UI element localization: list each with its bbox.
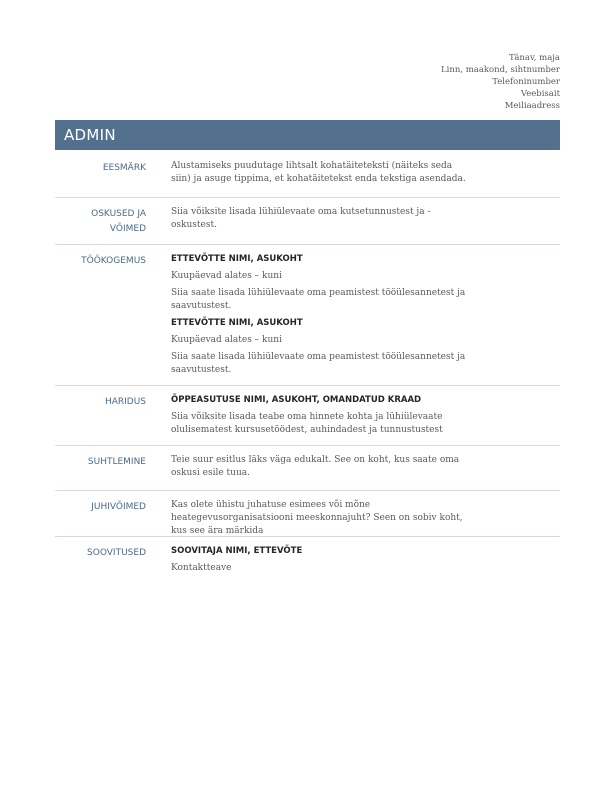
contact-email: Meiliaadress xyxy=(504,101,560,111)
experience-entry-1-title: ETTEVÕTTE NIMI, ASUKOHT xyxy=(171,254,303,264)
section-communication xyxy=(55,446,560,491)
education-text: Siia võiksite lisada teabe oma hinnete kohta ja lühiülevaate olulisematest kursusetöödest, auhindadest ja tunnustustest xyxy=(171,412,443,435)
section-skills xyxy=(55,198,560,245)
experience-entry-2-description: Siia saate lisada lühiülevaate oma peamistest tööülesannetest ja saavutustest. xyxy=(171,352,466,375)
section-leadership xyxy=(55,491,560,537)
section-body-experience xyxy=(171,253,471,375)
section-body-leadership xyxy=(171,499,471,536)
contact-city: Linn, maakond, sihtnumber xyxy=(440,65,560,75)
name-header: ADMIN xyxy=(55,120,560,150)
education-title: ÕPPEASUTUSE NIMI, ASUKOHT, OMANDATUD KRAAD xyxy=(171,395,422,405)
contact-street: Tänav, maja xyxy=(508,53,560,63)
section-experience xyxy=(55,245,560,386)
section-label-references: SOOVITUSED xyxy=(87,548,146,558)
section-body-references xyxy=(171,545,471,571)
section-label-experience: TÖÖKOGEMUS xyxy=(81,256,146,266)
objective-text: Alustamiseks puudutage lihtsalt kohatäiteteksti (näiteks seda siin) ja asuge tippima, et kohatäitetekst enda tekstiga asendada. xyxy=(171,161,466,184)
section-label-communication: SUHTLEMINE xyxy=(87,457,146,467)
contact-phone: Telefoninumber xyxy=(492,77,560,87)
section-label-skills: OSKUSED JA VÕIMED xyxy=(91,209,146,234)
experience-entry-1-dates: Kuupäevad alates – kuni xyxy=(171,271,282,281)
section-label-leadership: JUHIVÕIMED xyxy=(91,502,146,512)
section-education xyxy=(55,386,560,446)
experience-entry-1-description: Siia saate lisada lühiülevaate oma peamistest tööülesannetest ja saavutustest. xyxy=(171,288,466,311)
leadership-text: Kas olete ühistu juhatuse esimees või mõne heategevusorganisatsiooni meeskonnajuht? Seen on sobiv koht, kus see ära märkida xyxy=(171,500,463,536)
resume-sections xyxy=(55,152,560,581)
section-objective xyxy=(55,152,560,198)
contact-website: Veebisait xyxy=(520,89,560,99)
section-label-education: HARIDUS xyxy=(104,397,146,407)
section-references xyxy=(55,537,560,581)
section-body-objective xyxy=(171,160,471,187)
contact-info xyxy=(441,52,560,112)
section-body-skills xyxy=(171,206,471,234)
communication-text: Teie suur esitlus läks väga edukalt. See on koht, kus saate oma oskusi esile tuua. xyxy=(171,455,460,478)
references-text: Kontaktteave xyxy=(171,563,232,573)
references-title: SOOVITAJA NIMI, ETTEVÕTE xyxy=(171,546,303,556)
experience-entry-2-title: ETTEVÕTTE NIMI, ASUKOHT xyxy=(171,318,303,328)
section-label-objective: EESMÄRK xyxy=(102,163,146,173)
skills-text: Siia võiksite lisada lühiülevaate oma kutsetunnustest ja -oskustest. xyxy=(171,207,431,230)
experience-entry-2-dates: Kuupäevad alates – kuni xyxy=(171,335,282,345)
section-body-communication xyxy=(171,454,471,480)
section-body-education xyxy=(171,394,471,435)
